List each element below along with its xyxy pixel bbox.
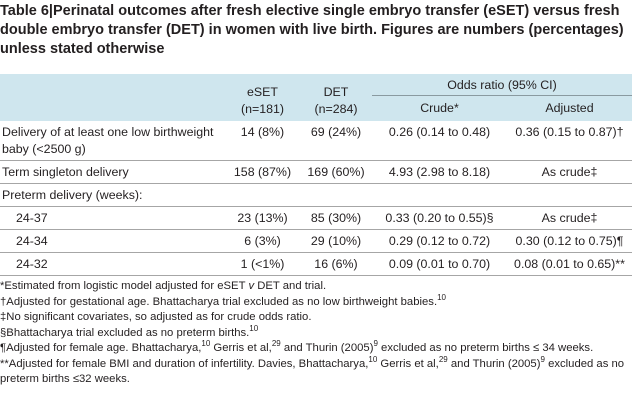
table-row xyxy=(0,253,632,276)
footnotes xyxy=(0,279,632,388)
header-odds-ratio-label: Odds ratio (95% CI) xyxy=(372,74,632,96)
data-table-container xyxy=(0,74,632,276)
cell-adjusted: As crude‡ xyxy=(507,161,632,184)
cell-adjusted: As crude‡ xyxy=(507,207,632,230)
header-eset xyxy=(225,74,300,121)
cell-det: 69 (24%) xyxy=(300,121,372,161)
footnote-pilcrow: ¶Adjusted for female age. Bhattacharya,$^{10}$ Gerris et al,$^{29}$ and Thurin $(2005)^9$ excluded as no preterm births ≤ 34 weeks. xyxy=(0,339,594,354)
cell-crude: 0.09 (0.01 to 0.70) xyxy=(372,253,507,276)
header-crude: Crude* xyxy=(372,96,507,121)
table-row xyxy=(0,161,632,184)
cell-adjusted: 0.30 (0.12 to 0.75)¶ xyxy=(507,230,632,253)
table-title xyxy=(0,2,632,59)
cell-eset: 14 (8%) xyxy=(225,121,300,161)
cell-adjusted: 0.36 (0.15 to 0.87)† xyxy=(507,121,632,161)
header-det-label: DET xyxy=(323,85,349,99)
header-det-n: (n=284) xyxy=(314,102,358,116)
table-caption: Perinatal outcomes after fresh elective single embryo transfer (eSET) versus fresh double embryo transfer (DET) in women with live birth. Figures are numbers (percentages) unless stated otherwise xyxy=(0,3,624,57)
row-label: 24-34 xyxy=(0,230,225,253)
cell-det: 16 (6%) xyxy=(300,253,372,276)
footnote-double-dagger: ‡No significant covariates, so adjusted as for crude odds ratio. xyxy=(0,311,312,323)
header-eset-label: eSET xyxy=(247,85,278,99)
cell-crude: 0.33 (0.20 to 0.55)§ xyxy=(372,207,507,230)
row-label: Term singleton delivery xyxy=(0,161,225,184)
cell-eset: 158 (87%) xyxy=(225,161,300,184)
cell-det: 169 (60%) xyxy=(300,161,372,184)
footnote-dagger: †Adjusted for gestational age. Bhattacharya trial excluded as no low birthweight babies.$^{10}$ xyxy=(0,292,446,308)
row-label: 24-32 xyxy=(0,253,225,276)
table-number: Table 6 xyxy=(0,3,49,19)
cell-eset: 23 (13%) xyxy=(225,207,300,230)
table-header xyxy=(0,74,632,121)
cell-det: 85 (30%) xyxy=(300,207,372,230)
section-heading-preterm: Preterm delivery (weeks): xyxy=(0,184,632,207)
footnote-crude: *Estimated from logistic model adjusted for eSET v DET and trial. xyxy=(0,280,327,292)
perinatal-outcomes-table xyxy=(0,74,632,276)
table-row xyxy=(0,230,632,253)
row-label: 24-37 xyxy=(0,207,225,230)
header-eset-n: (n=181) xyxy=(240,102,285,116)
table-row-section-heading xyxy=(0,184,632,207)
table-row xyxy=(0,121,632,161)
header-odds-ratio xyxy=(372,74,632,96)
title-separator: | xyxy=(48,3,53,19)
header-blank xyxy=(0,74,225,121)
cell-eset: 1 (<1%) xyxy=(225,253,300,276)
cell-crude: 0.29 (0.12 to 0.72) xyxy=(372,230,507,253)
cell-eset: 6 (3%) xyxy=(225,230,300,253)
table-row xyxy=(0,207,632,230)
cell-adjusted: 0.08 (0.01 to 0.65)** xyxy=(507,253,632,276)
header-det xyxy=(300,74,372,121)
row-label: Delivery of at least one low birthweight baby (<2500 g) xyxy=(0,121,225,161)
cell-crude: 4.93 (2.98 to 8.18) xyxy=(372,161,507,184)
footnote-section: §Bhattacharya trial excluded as no preterm births.$^{10}$ xyxy=(0,323,259,339)
header-adjusted: Adjusted xyxy=(507,96,632,121)
table-body xyxy=(0,121,632,276)
footnote-double-asterisk: **Adjusted for female BMI and duration of infertility. Davies, Bhattacharya,$^{10}$ Gerris et al,$^{29}$ and Thurin $(2005)^9$ excluded as no preterm births ≤32 weeks. xyxy=(0,354,625,385)
cell-det: 29 (10%) xyxy=(300,230,372,253)
cell-crude: 0.26 (0.14 to 0.48) xyxy=(372,121,507,161)
